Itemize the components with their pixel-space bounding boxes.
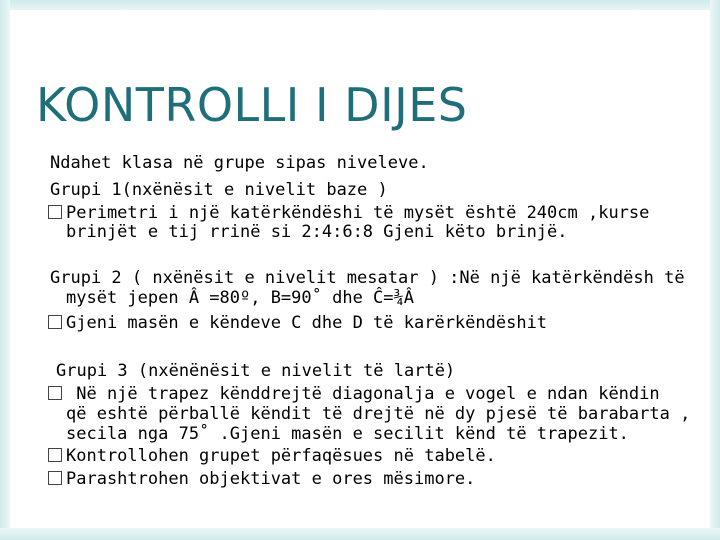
slide-frame-right: [710, 0, 720, 540]
group1-bullet-text: Perimetri i një katërkëndëshi të mysët është 240cm ,kurse: [66, 203, 650, 223]
slide-frame-bottom: [0, 528, 720, 540]
group2-heading-cont: mysët jepen Â =80º, B=90˚ dhe Ĉ=¾Â: [66, 288, 414, 308]
group3-bullet-text: Në një trapez kënddrejtë diagonalja e vogel e ndan këndin: [66, 384, 660, 404]
slide-frame-left: [0, 0, 10, 540]
group3-heading: Grupi 3 (nxënënësit e nivelit të lartë): [56, 361, 456, 381]
group2-bullet: [48, 313, 547, 333]
group3-bullet-3-text: Parashtrohen objektivat e ores mësimore.: [66, 469, 476, 489]
bullet-box-icon: [48, 471, 62, 485]
bullet-box-icon: [48, 448, 62, 462]
group2-heading: Grupi 2 ( nxënësit e nivelit mesatar ) :Në një katërkëndësh të: [50, 268, 685, 288]
group2-bullet-text: Gjeni masën e këndeve C dhe D të karërkëndëshit: [66, 313, 548, 333]
bullet-box-icon: [48, 315, 62, 329]
bullet-box-icon: [48, 205, 62, 219]
group1-bullet-cont: brinjët e tij rrinë si 2:4:6:8 Gjeni këto brinjë.: [66, 222, 568, 242]
slide-frame-top: [0, 0, 720, 10]
bullet-box-icon: [48, 386, 62, 400]
group3-bullet-3: [48, 469, 475, 489]
group3-bullet-cont-2: secila nga 75˚ .Gjeni masën e secilit kënd të trapezit.: [66, 424, 629, 444]
group3-bullet-cont-1: që eshtë përballë këndit të drejtë në dy pjesë të barabarta ,: [66, 404, 691, 424]
group1-heading: Grupi 1(nxënësit e nivelit baze ): [50, 180, 388, 200]
group1-intro: Ndahet klasa në grupe sipas niveleve.: [50, 153, 429, 173]
group3-bullet: [48, 384, 660, 404]
group1-bullet: [48, 203, 649, 223]
group3-bullet-2-text: Kontrollohen grupet përfaqësues në tabelë.: [66, 446, 496, 466]
slide-title: KONTROLLI I DIJES: [36, 78, 468, 132]
group3-bullet-2: [48, 446, 496, 466]
